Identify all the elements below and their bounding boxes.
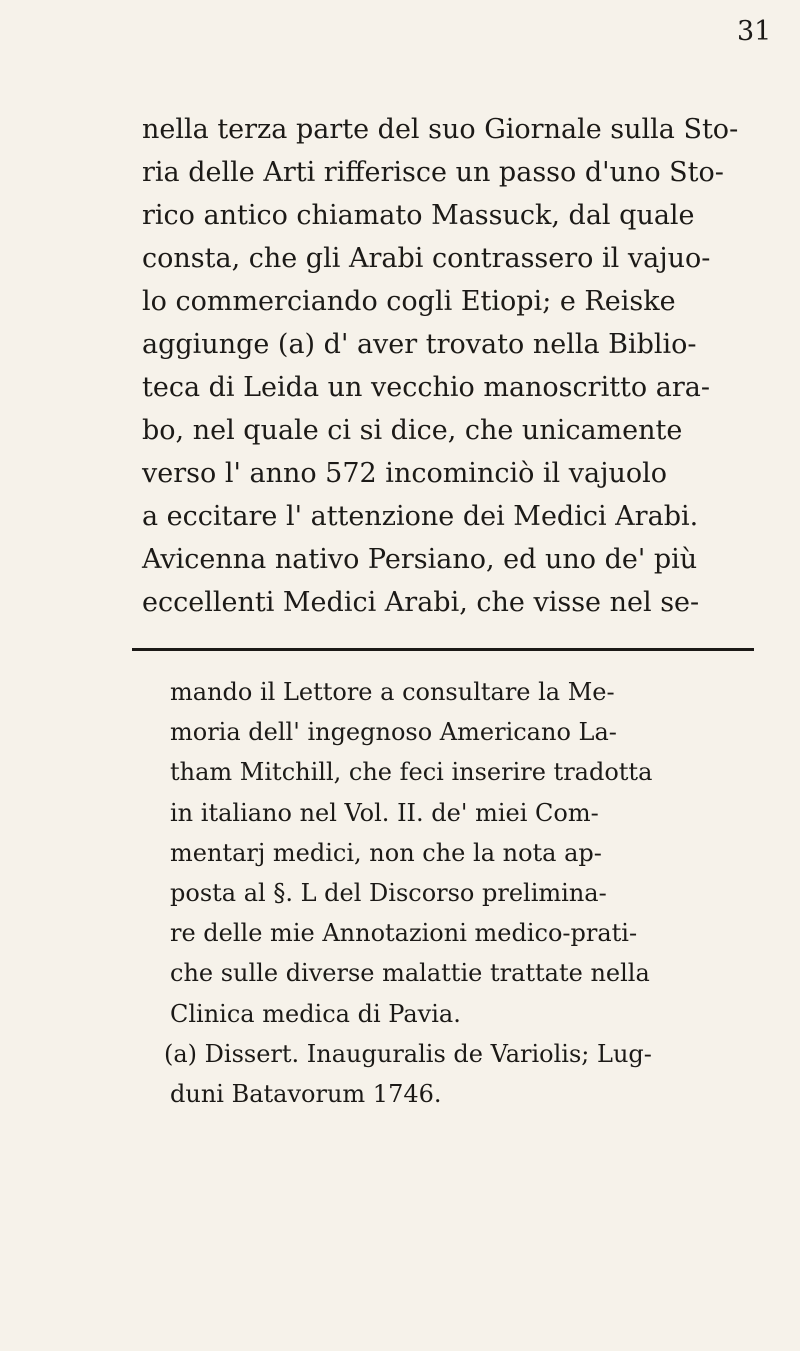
footnote-reference: (a) Dissert. Inauguralis de Variolis; Lug- [164, 1039, 652, 1068]
footnote-line: che sulle diverse malattie trattate nella [170, 959, 650, 988]
text-line: lo commerciando cogli Etiopi; e Reiske [142, 286, 676, 317]
page-number: 31 [737, 16, 772, 47]
footnote-line: duni Batavorum 1746. [170, 1079, 442, 1108]
text-line: aggiunge (a) d' aver trovato nella Biblio- [142, 329, 697, 360]
footnote-line: tham Mitchill, che feci inserire tradotta [170, 758, 653, 787]
text-line: consta, che gli Arabi contrassero il vajuo- [142, 243, 711, 274]
footnote-line: re delle mie Annotazioni medico-prati- [170, 919, 638, 948]
text-line: a eccitare l' attenzione dei Medici Arabi. [142, 501, 699, 532]
text-line: ria delle Arti rifferisce un passo d'uno Sto- [142, 157, 724, 188]
text-line: Avicenna nativo Persiano, ed uno de' più [142, 544, 698, 575]
text-line: nella terza parte del suo Giornale sulla Sto- [142, 114, 739, 145]
footnote-line: Clinica medica di Pavia. [170, 999, 461, 1028]
footnote-line: mentarj medici, non che la nota ap- [170, 838, 602, 867]
text-line: eccellenti Medici Arabi, che visse nel se- [142, 587, 700, 618]
footnotes [164, 672, 760, 1114]
footnote-divider [132, 648, 754, 651]
text-line: teca di Leida un vecchio manoscritto ara- [142, 372, 710, 403]
text-line: verso l' anno 572 incominciò il vajuolo [142, 458, 668, 489]
main-text [142, 108, 752, 624]
text-line: rico antico chiamato Massuck, dal quale [142, 200, 695, 231]
text-line: bo, nel quale ci si dice, che unicamente [142, 415, 683, 446]
footnote-line: moria dell' ingegnoso Americano La- [170, 718, 617, 747]
footnote-line: mando il Lettore a consultare la Me- [170, 678, 615, 706]
footnote-line: posta al §. L del Discorso prelimina- [170, 878, 607, 907]
footnote-line: in italiano nel Vol. II. de' miei Com- [170, 798, 599, 827]
